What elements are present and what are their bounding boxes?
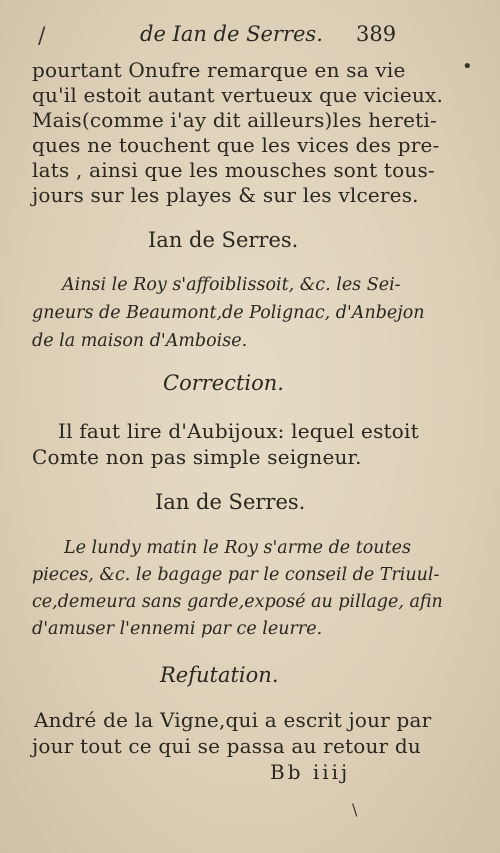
paragraph-1-line-3: Mais(comme i'ay dit ailleurs)les hereti- — [32, 108, 437, 132]
running-title: de Ian de Serres. — [140, 22, 323, 46]
page-number: 389 — [356, 22, 397, 46]
quote-2-line-4: d'amuser l'ennemi par ce leurre. — [32, 619, 323, 639]
quote-2-line-1: Le lundy matin le Roy s'arme de toutes — [64, 538, 411, 558]
paragraph-2-line-1: Il faut lire d'Aubijoux: lequel estoit — [58, 419, 419, 443]
quote-1-line-3: de la maison d'Amboise. — [32, 331, 248, 351]
quote-1-line-2: gneurs de Beaumont,de Polignac, d'Anbejon — [32, 303, 425, 323]
ink-dot-mark: • — [462, 56, 473, 77]
paragraph-1-line-2: qu'il estoit autant vertueux que vicieux. — [32, 83, 444, 107]
ink-stroke-mark-bottom: \ — [352, 800, 358, 819]
heading-refutation: Refutation. — [160, 663, 279, 687]
heading-ian-de-serres-1: Ian de Serres. — [148, 228, 299, 252]
paragraph-3-line-2: jour tout ce qui se passa au retour du — [32, 734, 421, 758]
heading-ian-de-serres-2: Ian de Serres. — [155, 490, 306, 514]
signature-mark: Bb iiij — [270, 760, 351, 784]
paragraph-3-line-1: André de la Vigne,qui a escrit jour par — [34, 708, 432, 732]
paragraph-1-line-5: lats , ainsi que les mousches sont tous- — [32, 158, 435, 182]
quote-1-line-1: Ainsi le Roy s'affoiblissoit, &c. les Sei- — [62, 275, 401, 295]
paragraph-1-line-1: pourtant Onufre remarque en sa vie — [32, 58, 406, 82]
quote-2-line-2: pieces, &c. le bagage par le conseil de Triuul- — [32, 565, 440, 585]
ink-stroke-mark: / — [38, 24, 46, 49]
paragraph-1-line-4: ques ne touchent que les vices des pre- — [32, 133, 440, 157]
quote-2-line-3: ce,demeura sans garde,exposé au pillage, afin — [32, 592, 443, 612]
paragraph-1-line-6: jours sur les playes & sur les vlceres. — [32, 183, 419, 207]
paragraph-2-line-2: Comte non pas simple seigneur. — [32, 445, 362, 469]
heading-correction: Correction. — [163, 371, 284, 395]
